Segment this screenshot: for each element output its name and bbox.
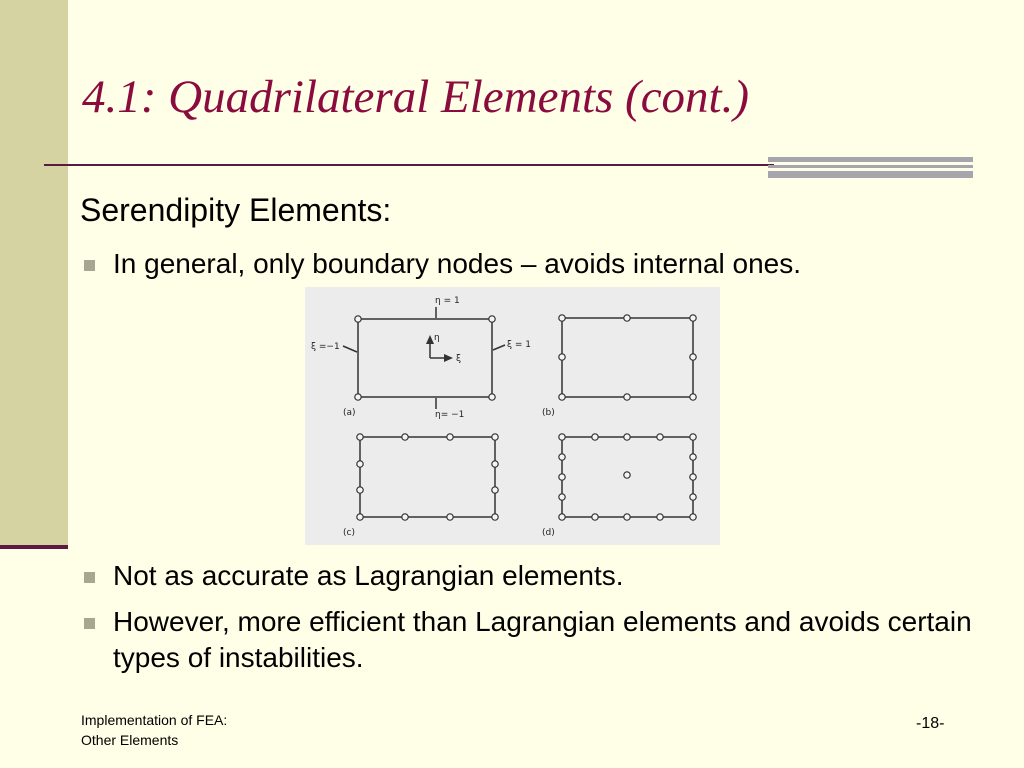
bullet-text: Not as accurate as Lagrangian elements. (113, 560, 624, 591)
node-circle (489, 394, 495, 400)
node-circle (559, 315, 565, 321)
footer-line-2: Other Elements (81, 732, 179, 748)
element-outline-a (358, 319, 492, 397)
leader-line (493, 345, 505, 350)
xi-axis-label: ξ (456, 354, 462, 364)
node-circle (690, 315, 696, 321)
bullet-item (84, 558, 984, 594)
bullet-item (84, 604, 974, 676)
eta-bottom-label: η= −1 (435, 410, 465, 420)
node-circle (357, 461, 363, 467)
node-circle (492, 487, 498, 493)
node-circle (357, 487, 363, 493)
node-circle (447, 514, 453, 520)
node-circle (447, 434, 453, 440)
node-circle-interior (624, 472, 630, 478)
subheading: Serendipity Elements: (80, 192, 392, 228)
node-circle (355, 316, 361, 322)
node-circle (690, 514, 696, 520)
node-circle (559, 454, 565, 460)
node-circle (559, 494, 565, 500)
element-outline-c (360, 437, 495, 517)
bullet-text: However, more efficient than Lagrangian elements and avoids certain types of instabilities. (113, 606, 972, 673)
eta-arrow-icon (426, 335, 434, 344)
page-number: -18- (916, 715, 945, 732)
node-circle (402, 514, 408, 520)
node-circle (355, 394, 361, 400)
side-accent-rule (0, 545, 68, 549)
node-circle (690, 474, 696, 480)
slide-title: 4.1: Quadrilateral Elements (cont.) (82, 71, 750, 123)
node-circle (690, 494, 696, 500)
node-circle (492, 514, 498, 520)
side-accent-bar (0, 0, 68, 545)
node-circle (489, 316, 495, 322)
serendipity-elements-figure (305, 287, 720, 545)
bullet-item (84, 246, 984, 282)
node-circle (559, 354, 565, 360)
node-circle (357, 434, 363, 440)
node-circle (690, 354, 696, 360)
node-circle (592, 514, 598, 520)
node-circle (402, 434, 408, 440)
panel-label-d: (d) (542, 528, 555, 538)
node-circle (559, 434, 565, 440)
bullet-square-icon (84, 260, 95, 271)
bullet-text: In general, only boundary nodes – avoids internal ones. (113, 248, 802, 279)
node-circle (559, 514, 565, 520)
node-circle (559, 474, 565, 480)
bullet-square-icon (84, 572, 95, 583)
node-circle (690, 434, 696, 440)
xi-arrow-icon (444, 354, 453, 362)
node-circle (592, 434, 598, 440)
node-circle (357, 514, 363, 520)
node-circle (657, 514, 663, 520)
node-circle (624, 394, 630, 400)
title-rule-accent (768, 171, 973, 178)
node-circle (690, 454, 696, 460)
eta-axis-label: η (434, 333, 440, 343)
title-rule-accent (768, 157, 973, 162)
node-circle (690, 394, 696, 400)
node-circle (624, 315, 630, 321)
node-circle (624, 514, 630, 520)
title-rule (44, 164, 774, 166)
node-circle (492, 434, 498, 440)
xi-right-label: ξ = 1 (507, 340, 532, 350)
node-circle (624, 434, 630, 440)
panel-label-c: (c) (343, 528, 355, 538)
node-circle (559, 394, 565, 400)
eta-top-label: η = 1 (435, 296, 460, 306)
panel-label-a: (a) (343, 408, 356, 418)
footer-caption (81, 710, 227, 750)
xi-left-label: ξ =−1 (311, 342, 340, 352)
title-rule-accent (768, 165, 973, 168)
node-circle (492, 461, 498, 467)
element-outline-b (562, 318, 693, 397)
panel-label-b: (b) (542, 408, 555, 418)
footer-line-1: Implementation of FEA: (81, 712, 228, 728)
node-circle (657, 434, 663, 440)
leader-line (343, 346, 357, 352)
bullet-square-icon (84, 618, 95, 629)
